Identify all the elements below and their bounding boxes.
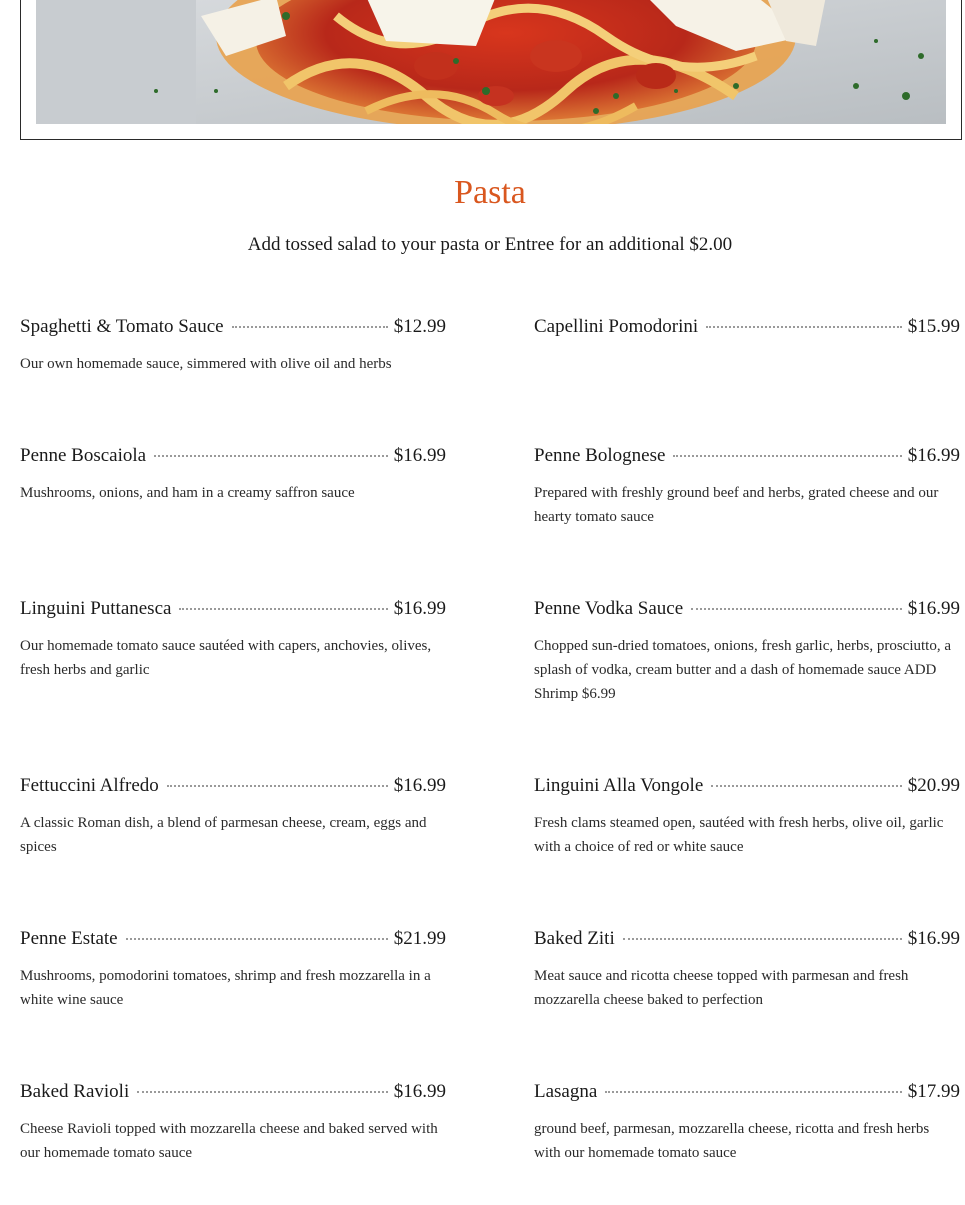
item-description: Meat sauce and ricotta cheese topped with parmesan and fresh mozzarella cheese baked to perfection (534, 968, 909, 1008)
item-description: Our own homemade sauce, simmered with olive oil and herbs (20, 356, 392, 372)
item-price: $12.99 (393, 316, 446, 337)
section-subtitle: Add tossed salad to your pasta or Entree for an additional $2.00 (247, 234, 733, 255)
item-price: $20.99 (907, 775, 960, 796)
item-price: $16.99 (393, 1081, 446, 1102)
menu-item (20, 775, 446, 859)
item-name: Baked Ravioli (20, 1081, 130, 1102)
menu-item (20, 445, 446, 505)
item-price: $15.99 (907, 316, 960, 337)
dot-leader (605, 1091, 901, 1093)
dot-leader (154, 455, 388, 457)
item-name: Linguini Alla Vongole (534, 775, 704, 796)
menu-item (534, 316, 960, 352)
item-description: Fresh clams steamed open, sautéed with fresh herbs, olive oil, garlic with a choice of red or white sauce (534, 815, 944, 855)
dot-leader (126, 938, 388, 940)
menu-item (534, 928, 960, 1012)
item-name: Fettuccini Alfredo (20, 775, 159, 796)
item-price: $16.99 (393, 445, 446, 466)
item-price: $16.99 (907, 598, 960, 619)
item-name: Penne Estate (20, 928, 118, 949)
dot-leader (711, 785, 902, 787)
section-title: Pasta (454, 174, 526, 211)
item-price: $21.99 (393, 928, 446, 949)
menu-item (534, 775, 960, 859)
dot-leader (137, 1091, 388, 1093)
item-name: Penne Vodka Sauce (534, 598, 684, 619)
menu-item (534, 445, 960, 529)
item-description: Mushrooms, pomodorini tomatoes, shrimp and fresh mozzarella in a white wine sauce (20, 968, 431, 1008)
item-description: Chopped sun-dried tomatoes, onions, fresh garlic, herbs, prosciutto, a splash of vodka, cream butter and a dash of homemade sauce ADD Shrimp $6.99 (534, 638, 951, 702)
item-description: Mushrooms, onions, and ham in a creamy saffron sauce (20, 485, 355, 501)
dot-leader (179, 608, 387, 610)
menu-item (534, 598, 960, 706)
item-name: Capellini Pomodorini (534, 316, 699, 337)
menu-item (20, 1081, 446, 1165)
dot-leader (706, 326, 902, 328)
item-price: $17.99 (907, 1081, 960, 1102)
item-description: Prepared with freshly ground beef and herbs, grated cheese and our hearty tomato sauce (534, 485, 939, 525)
item-price: $16.99 (907, 445, 960, 466)
menu-item (20, 928, 446, 1012)
dot-leader (167, 785, 388, 787)
item-description: Cheese Ravioli topped with mozzarella cheese and baked served with our homemade tomato sauce (20, 1121, 438, 1161)
pasta-dish-photo (36, 0, 946, 124)
item-name: Baked Ziti (534, 928, 615, 949)
item-price: $16.99 (393, 775, 446, 796)
item-name: Lasagna (534, 1081, 598, 1102)
dot-leader (691, 608, 902, 610)
item-description: A classic Roman dish, a blend of parmesan cheese, cream, eggs and spices (20, 815, 427, 855)
dot-leader (673, 455, 901, 457)
item-price: $16.99 (393, 598, 446, 619)
item-name: Penne Bolognese (534, 445, 666, 466)
item-description: ground beef, parmesan, mozzarella cheese, ricotta and fresh herbs with our homemade tomato sauce (534, 1121, 930, 1161)
hero-image-frame (20, 0, 962, 140)
menu-item (20, 598, 446, 682)
dot-leader (232, 326, 388, 328)
dot-leader (623, 938, 902, 940)
item-name: Spaghetti & Tomato Sauce (20, 316, 224, 337)
item-name: Linguini Puttanesca (20, 598, 172, 619)
item-name: Penne Boscaiola (20, 445, 147, 466)
menu-item (20, 316, 446, 376)
item-description: Our homemade tomato sauce sautéed with capers, anchovies, olives, fresh herbs and garlic (20, 638, 432, 678)
menu-item (534, 1081, 960, 1165)
item-price: $16.99 (907, 928, 960, 949)
